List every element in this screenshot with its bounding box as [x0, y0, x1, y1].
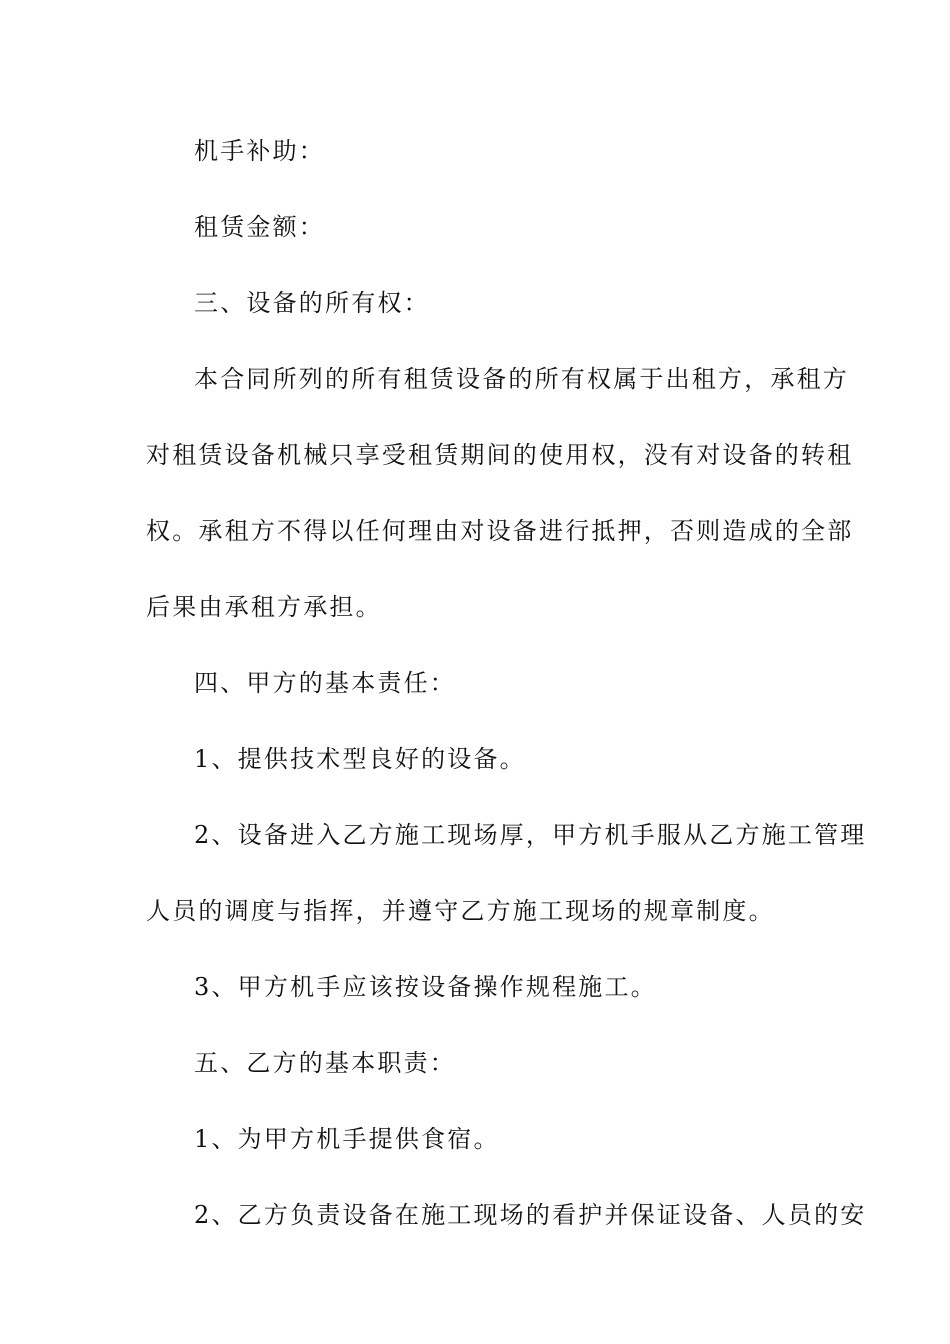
section-heading: 五、乙方的基本职责： — [194, 1049, 456, 1077]
paragraph-line: 对租赁设备机械只享受租赁期间的使用权，没有对设备的转租 — [146, 441, 854, 469]
section-heading: 三、设备的所有权： — [194, 289, 430, 317]
list-item: 2、乙方负责设备在施工现场的看护并保证设备、人员的安 — [194, 1201, 867, 1229]
paragraph-line: 本合同所列的所有租赁设备的所有权属于出租方，承租方 — [194, 365, 849, 393]
paragraph-line: 人员的调度与指挥，并遵守乙方施工现场的规章制度。 — [146, 897, 775, 925]
text-line: 机手补助： — [194, 137, 325, 165]
paragraph-line: 权。承租方不得以任何理由对设备进行抵押，否则造成的全部 — [146, 517, 854, 545]
section-heading: 四、甲方的基本责任： — [194, 669, 456, 697]
list-item: 1、提供技术型良好的设备。 — [194, 745, 526, 773]
paragraph-line: 后果由承租方承担。 — [146, 593, 382, 621]
list-item: 1、为甲方机手提供食宿。 — [194, 1125, 500, 1153]
list-item: 3、甲方机手应该按设备操作规程施工。 — [194, 973, 657, 1001]
text-line: 租赁金额： — [194, 213, 325, 241]
list-item: 2、设备进入乙方施工现场厚，甲方机手服从乙方施工管理 — [194, 821, 867, 849]
